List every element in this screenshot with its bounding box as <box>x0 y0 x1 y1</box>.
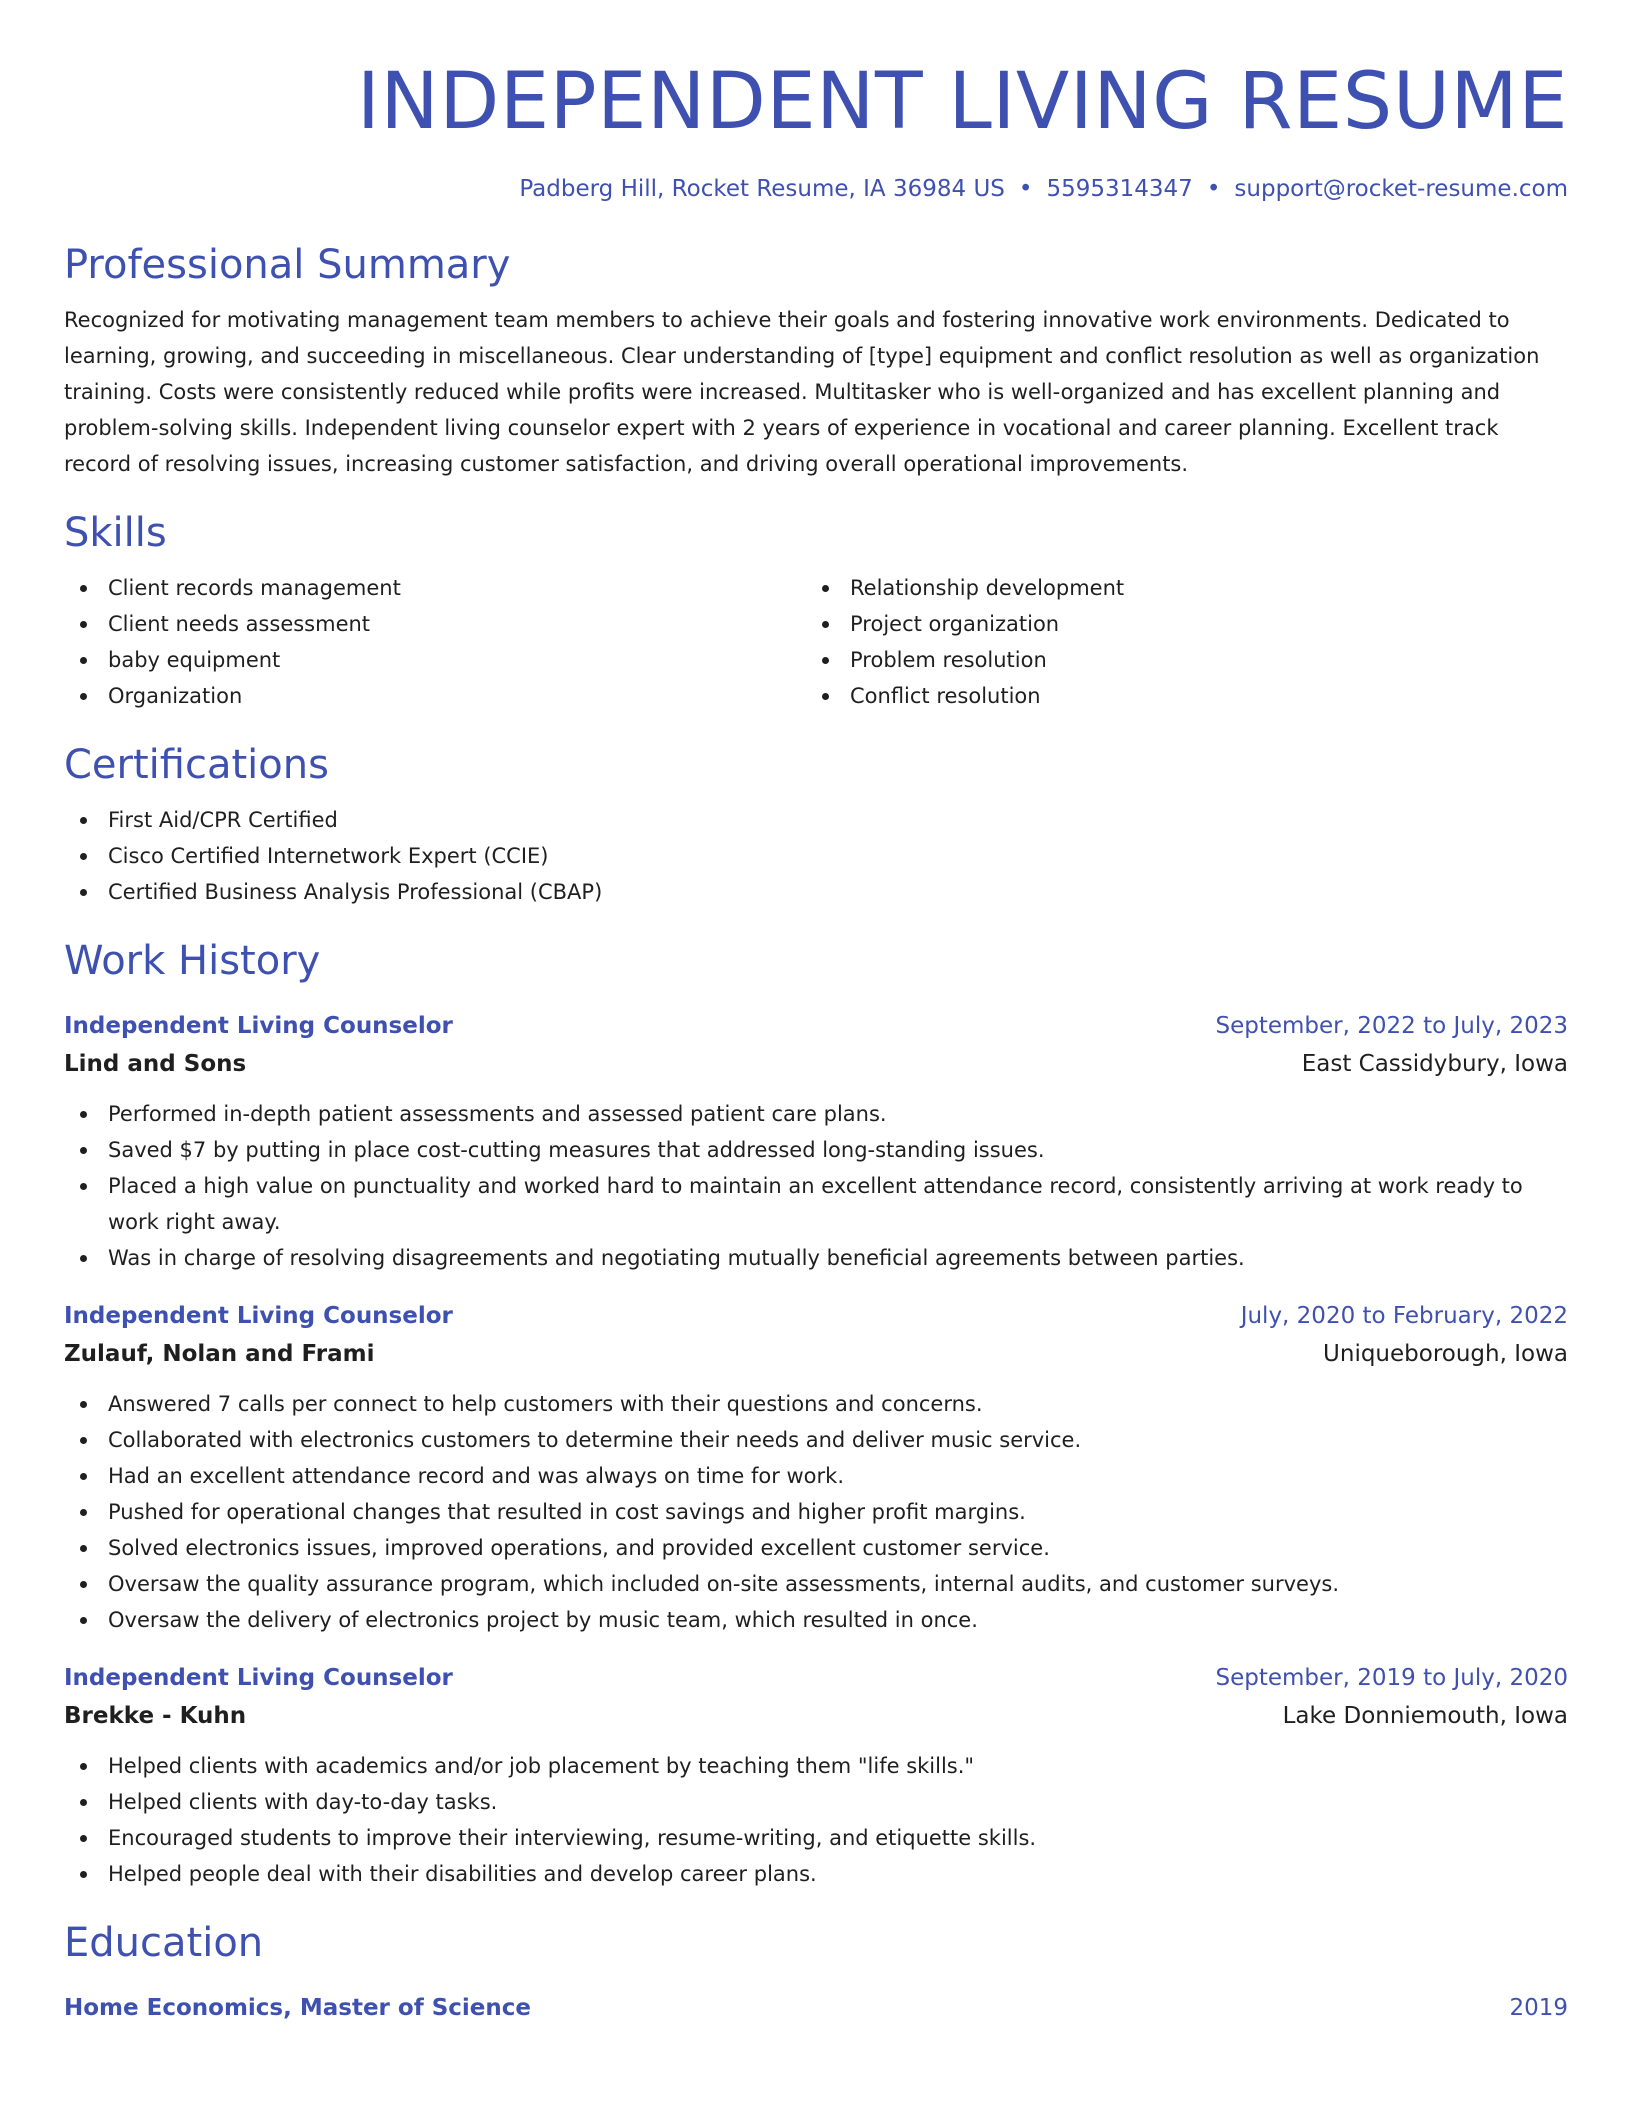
job-bullets <box>64 1096 1568 1276</box>
section-title-skills: Skills <box>64 510 167 556</box>
contact-phone: 5595314347 <box>1046 176 1193 202</box>
job-title: Independent Living Counselor <box>64 1303 453 1329</box>
contact-separator: • <box>1018 176 1033 202</box>
skill-item: Organization <box>64 678 806 714</box>
contact-email[interactable]: support@rocket-resume.com <box>1234 176 1568 202</box>
job-bullet: Encouraged students to improve their interviewing, resume-writing, and etiquette skills. <box>64 1820 1568 1856</box>
contact-address: Padberg Hill, Rocket Resume, IA 36984 US <box>519 176 1005 202</box>
job-bullet: Helped clients with academics and/or job placement by teaching them "life skills." <box>64 1748 1568 1784</box>
section-title-summary: Professional Summary <box>64 242 511 288</box>
job-header-row <box>64 1660 1568 1696</box>
job-bullets <box>64 1748 1568 1892</box>
certifications-list <box>64 802 1568 910</box>
certification-item: First Aid/CPR Certified <box>64 802 1568 838</box>
job-entry <box>64 1298 1568 1638</box>
contact-separator: • <box>1206 176 1221 202</box>
certifications-section <box>64 740 1568 910</box>
job-company: Zulauf, Nolan and Frami <box>64 1341 375 1367</box>
contact-line <box>64 174 1568 204</box>
job-bullet: Solved electronics issues, improved operations, and provided excellent customer service. <box>64 1530 1568 1566</box>
job-dates: July, 2020 to February, 2022 <box>1240 1303 1568 1329</box>
education-section <box>64 1918 1568 2026</box>
job-company-row <box>64 1696 1568 1736</box>
job-location: Lake Donniemouth, Iowa <box>1282 1703 1568 1729</box>
skill-item: Client needs assessment <box>64 606 806 642</box>
education-row <box>64 1990 1568 2026</box>
job-bullet: Was in charge of resolving disagreements and negotiating mutually beneficial agreements between parties. <box>64 1240 1568 1276</box>
job-bullet: Performed in-depth patient assessments and assessed patient care plans. <box>64 1096 1568 1132</box>
job-bullet: Helped people deal with their disabilities and develop career plans. <box>64 1856 1568 1892</box>
job-header-row <box>64 1008 1568 1044</box>
job-bullet: Oversaw the quality assurance program, which included on-site assessments, internal audits, and customer surveys. <box>64 1566 1568 1602</box>
skill-item: Conflict resolution <box>806 678 1568 714</box>
skills-section <box>64 508 1568 714</box>
job-location: East Cassidybury, Iowa <box>1301 1051 1568 1077</box>
skills-columns <box>64 570 1568 714</box>
certification-item: Cisco Certified Internetwork Expert (CCIE) <box>64 838 1568 874</box>
job-bullets <box>64 1386 1568 1638</box>
job-bullet: Oversaw the delivery of electronics project by music team, which resulted in once. <box>64 1602 1568 1638</box>
resume-title: INDEPENDENT LIVING RESUME <box>356 57 1568 147</box>
skill-item: Client records management <box>64 570 806 606</box>
job-bullet: Had an excellent attendance record and was always on time for work. <box>64 1458 1568 1494</box>
job-entry <box>64 1660 1568 1892</box>
education-degree: Home Economics, Master of Science <box>64 1995 532 2021</box>
job-company-row <box>64 1044 1568 1084</box>
resume-header <box>64 0 1568 204</box>
skill-item: Project organization <box>806 606 1568 642</box>
job-company: Lind and Sons <box>64 1051 247 1077</box>
skill-item: Relationship development <box>806 570 1568 606</box>
job-bullet: Pushed for operational changes that resulted in cost savings and higher profit margins. <box>64 1494 1568 1530</box>
section-title-work-history: Work History <box>64 938 321 984</box>
job-title: Independent Living Counselor <box>64 1665 453 1691</box>
job-dates: September, 2019 to July, 2020 <box>1215 1665 1568 1691</box>
job-company-row <box>64 1334 1568 1374</box>
summary-text: Recognized for motivating management team members to achieve their goals and fostering innovative work environments. Dedicated to learning, growing, and succeeding in miscellaneous. Clear understanding of [type] equipment and conflict resolution as well as organization training. Costs were consistently reduced while profits were increased. Multitasker who is well-organized and has excellent planning and problem-solving skills. Independent living counselor expert with 2 years of experience in vocational and career planning. Excellent track record of resolving issues, increasing customer satisfaction, and driving overall operational improvements. <box>64 308 1540 476</box>
summary-section <box>64 240 1568 482</box>
section-title-certifications: Certifications <box>64 742 329 788</box>
job-bullet: Saved $7 by putting in place cost-cutting measures that addressed long-standing issues. <box>64 1132 1568 1168</box>
job-header-row <box>64 1298 1568 1334</box>
job-bullet: Answered 7 calls per connect to help customers with their questions and concerns. <box>64 1386 1568 1422</box>
skills-list-left <box>64 570 806 714</box>
job-company: Brekke - Kuhn <box>64 1703 247 1729</box>
job-bullet: Collaborated with electronics customers to determine their needs and deliver music service. <box>64 1422 1568 1458</box>
skill-item: baby equipment <box>64 642 806 678</box>
job-dates: September, 2022 to July, 2023 <box>1215 1013 1568 1039</box>
skill-item: Problem resolution <box>806 642 1568 678</box>
education-year: 2019 <box>1509 1995 1568 2021</box>
job-location: Uniqueborough, Iowa <box>1323 1341 1568 1367</box>
job-bullet: Placed a high value on punctuality and worked hard to maintain an excellent attendance record, consistently arriving at work ready to work right away. <box>64 1168 1568 1240</box>
job-bullet: Helped clients with day-to-day tasks. <box>64 1784 1568 1820</box>
skills-list-right <box>806 570 1568 714</box>
job-title: Independent Living Counselor <box>64 1013 453 1039</box>
certification-item: Certified Business Analysis Professional (CBAP) <box>64 874 1568 910</box>
section-title-education: Education <box>64 1920 264 1966</box>
job-entry <box>64 1008 1568 1276</box>
work-history-section <box>64 936 1568 1892</box>
